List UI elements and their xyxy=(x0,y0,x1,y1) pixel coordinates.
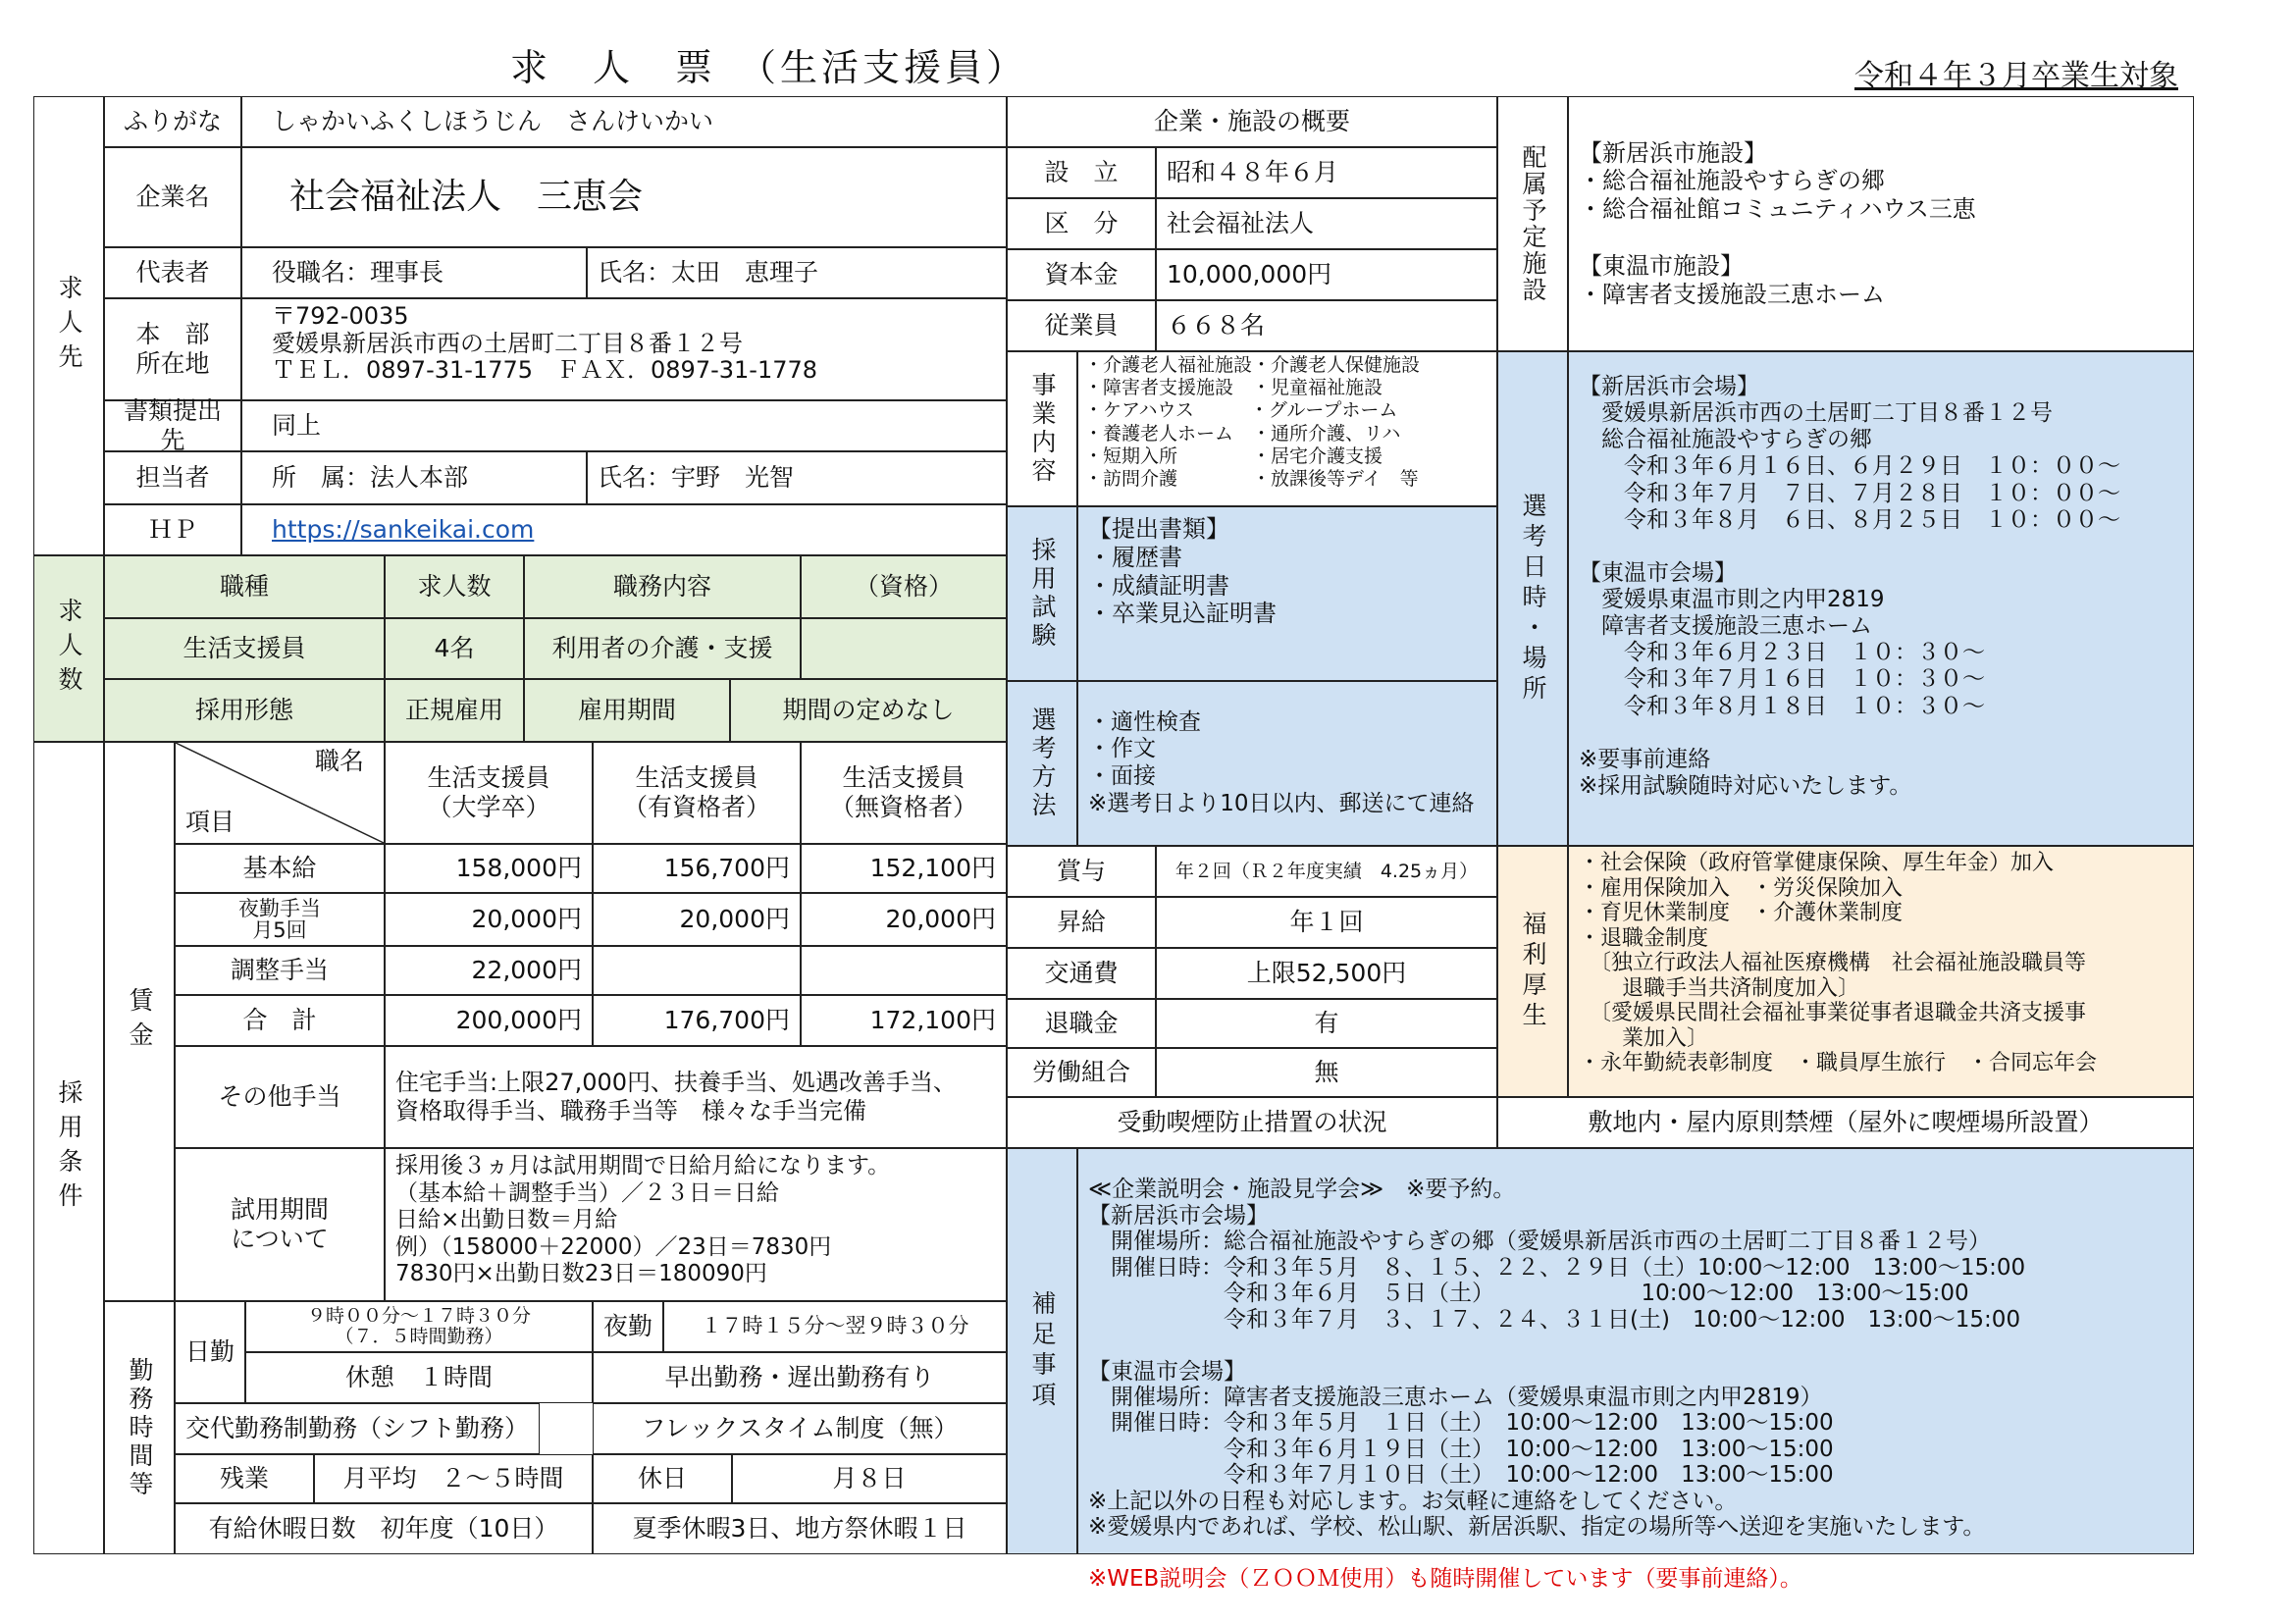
union-value: 無 xyxy=(1156,1048,1497,1097)
section-senko-hoho: 選考方法 xyxy=(1007,681,1077,846)
contact-dept: 所 属：法人本部 xyxy=(241,451,587,504)
section-senko-nichiji: 選考日時・場所 xyxy=(1497,351,1568,846)
rep-label: 代表者 xyxy=(104,247,241,298)
section-kinmu: 勤務時間等 xyxy=(104,1301,175,1554)
section-haizoku: 配属予定施設 xyxy=(1497,96,1568,351)
hosoku-body: ≪企業説明会・施設見学会≫ ※要予約。 【新居浜市会場】 開催場所：総合福祉施設やすらぎの郷（愛媛県新居浜市西の土居町二丁目８番１２号） 開催日時：令和３年５月 ８、１５、２２、２９日（土）10:00～12:00 13:00～15:00 令和３年６月 ５日（土） 10:00～12:00 13:00～15:00 令和３年７月 ３、１７、２４、３１日(土) 10:00～12:00 13:00～15:00 【東温市会場】 開催場所：障害者支援施設三恵ホーム（愛媛県東温市則之内甲2819） 開催日時：令和３年５月 １日（土） 10:00～12:00 13:00～15:00 令和３年６月１９日（土） 10:00～12:00 13:00～15:00 令和３年７月１０日（土） 10:00～12:00 13:00～15:00 ※上記以外の日程も対応します。お気軽に連絡をしてください。 ※愛媛県内であれば、学校、松山駅、新居浜駅、指定の場所等へ送迎を実施いたします。 xyxy=(1088,1177,2026,1541)
employees-value: ６６８名 xyxy=(1156,300,1497,351)
raise-value: 年１回 xyxy=(1156,897,1497,948)
docs-value: 同上 xyxy=(241,400,1007,451)
other-allowance-label: その他手当 xyxy=(175,1046,385,1148)
furigana-value: しゃかいふくしほうじん さんけいかい xyxy=(241,96,1007,147)
section-chingin: 賃金 xyxy=(104,742,175,1301)
rep-name: 氏名：太田 恵理子 xyxy=(587,247,1007,298)
header-kyujinsu: 求人数 xyxy=(385,555,524,618)
bonus-label: 賞与 xyxy=(1007,846,1156,897)
yakin-label: 夜勤 xyxy=(593,1301,663,1352)
kikan-value: 期間の定めなし xyxy=(730,679,1007,742)
wage-cell: 152,100円 xyxy=(801,844,1007,893)
header-naiyo: 職務内容 xyxy=(524,555,801,618)
wage-col-3: 生活支援員 （無資格者） xyxy=(801,742,1007,844)
hp-link[interactable]: https://sankeikai.com xyxy=(272,515,535,544)
section-kyujinsu: 求人数 xyxy=(33,555,104,742)
kikan-label: 雇用期間 xyxy=(524,679,730,742)
senko-nichiji-value: 【新居浜市会場】 愛媛県新居浜市西の土居町二丁目８番１２号 総合福祉施設やすらぎの郷 令和３年６月１６日、６月２９日 １０：００～ 令和３年７月 ７日、７月２８日 １０：００～ 令和３年８月 ６日、８月２５日 １０：００～ 【東温市会場】 愛媛県東温市則之内甲2819 障害者支援施設三恵ホーム 令和３年６月２３日 １０：３０～ 令和３年７月１６日 １０：３０～ 令和３年８月１８日 １０：３０～ ※要事前連絡 ※採用試験随時対応いたします。 xyxy=(1568,351,2194,846)
hq-address: 〒792-0035 愛媛県新居浜市西の土居町二丁目８番１２号 ＴＥＬ．0897-31-1775 ＦＡＸ．0897-31-1778 xyxy=(241,298,1007,400)
retire-value: 有 xyxy=(1156,999,1497,1048)
founded-value: 昭和４８年６月 xyxy=(1156,147,1497,198)
contact-label: 担当者 xyxy=(104,451,241,504)
smoke-label: 受動喫煙防止措置の状況 xyxy=(1007,1097,1497,1148)
wage-cell: 20,000円 xyxy=(385,893,593,946)
union-label: 労働組合 xyxy=(1007,1048,1156,1097)
founded-label: 設 立 xyxy=(1007,147,1156,198)
shikaku-value xyxy=(801,618,1007,679)
company-name-label: 企業名 xyxy=(104,147,241,247)
nikkin-label: 日勤 xyxy=(175,1301,245,1403)
header-shokushu: 職種 xyxy=(104,555,385,618)
contact-name: 氏名：宇野 光智 xyxy=(587,451,1007,504)
kotai-value: 交代勤務制勤務（シフト勤務） xyxy=(175,1403,540,1454)
section-jigyo: 事業内容 xyxy=(1007,351,1077,506)
wage-row-label: 基本給 xyxy=(175,844,385,893)
hp-cell xyxy=(241,504,1007,555)
kyujitsu-label: 休日 xyxy=(593,1454,732,1503)
docs-label: 書類提出先 xyxy=(104,400,241,451)
nikkin-time: ９時００分～１７時３０分 （７．５時間勤務） xyxy=(245,1301,593,1352)
flex-value: フレックスタイム制度（無） xyxy=(593,1403,1007,1454)
company-name-value: 社会福祉法人 三恵会 xyxy=(241,147,1007,247)
hp-label: ＨＰ xyxy=(104,504,241,555)
fukuri-value: ・社会保険（政府管掌健康保険、厚生年金）加入 ・雇用保険加入 ・労災保険加入 ・育児休業制度 ・介護休業制度 ・退職金制度 〔独立行政法人福祉医療機構 社会福祉施設職員等 退職手当共済制度加入〕 〔愛媛県民間社会福祉事業従事者退職金共済支援事 業加入〕 ・永年勤続表彰制度 ・職員厚生旅行 ・合同忘年会 xyxy=(1568,846,2194,1097)
wage-cell: 22,000円 xyxy=(385,946,593,995)
kaki-value: 夏季休暇3日、地方祭休暇１日 xyxy=(593,1503,1007,1554)
section-saiyo-shiken: 採用試験 xyxy=(1007,506,1077,681)
target-label: 令和４年３月卒業生対象 xyxy=(1854,59,2178,93)
wage-corner xyxy=(175,742,385,844)
yukyu-value: 有給休暇日数 初年度（10日） xyxy=(175,1503,593,1554)
section-fukuri: 福利厚生 xyxy=(1497,846,1568,1097)
kyujitsu-value: 月８日 xyxy=(732,1454,1007,1503)
section-kyujinsaki: 求人先 xyxy=(33,96,104,555)
wage-cell: 20,000円 xyxy=(593,893,801,946)
senko-hoho-value: ・適性検査 ・作文 ・面接 ※選考日より10日以内、郵送にて連絡 xyxy=(1077,681,1497,846)
capital-label: 資本金 xyxy=(1007,249,1156,300)
section-hosoku: 補足事項 xyxy=(1007,1148,1077,1554)
wage-cell: 156,700円 xyxy=(593,844,801,893)
wage-cell: 20,000円 xyxy=(801,893,1007,946)
overview-header: 企業・施設の概要 xyxy=(1007,96,1497,147)
retire-label: 退職金 xyxy=(1007,999,1156,1048)
naiyo-value: 利用者の介護・支援 xyxy=(524,618,801,679)
employees-label: 従業員 xyxy=(1007,300,1156,351)
business-value: ・介護老人福祉施設・介護老人保健施設 ・障害者支援施設 ・児童福祉施設 ・ケアハウス ・グループホーム ・養護老人ホーム ・通所介護、リハ ・短期入所 ・居宅介護支援 ・訪問介護 ・放課後等デイ 等 xyxy=(1077,351,1497,506)
saiyo-shiken-value: 【提出書類】 ・履歴書 ・成績証明書 ・卒業見込証明書 xyxy=(1077,506,1497,681)
yakin-time: １７時１５分～翌９時３０分 xyxy=(663,1301,1007,1352)
capital-value: 10,000,000円 xyxy=(1156,249,1497,300)
transport-value: 上限52,500円 xyxy=(1156,948,1497,999)
trial-value: 採用後３ヵ月は試用期間で日給月給になります。 （基本給＋調整手当）／２３日＝日給 日給×出勤日数＝月給 例）（158000＋22000）／23日＝7830円 7830円×出勤日数23日＝180090円 xyxy=(385,1148,1007,1301)
page-title: 求 人 票 （生活支援員） xyxy=(510,46,1028,89)
kyukei-value: 休憩 １時間 xyxy=(245,1352,593,1403)
other-allowance-value: 住宅手当:上限27,000円、扶養手当、処遇改善手当、 資格取得手当、職務手当等 様々な手当完備 xyxy=(385,1046,1007,1148)
shokushu-value: 生活支援員 xyxy=(104,618,385,679)
rep-title: 役職名：理事長 xyxy=(241,247,587,298)
keitai-value: 正規雇用 xyxy=(385,679,524,742)
zangyo-value: 月平均 ２～５時間 xyxy=(314,1454,593,1503)
keitai-label: 採用形態 xyxy=(104,679,385,742)
bonus-value: 年２回（Ｒ２年度実績 4.25ヵ月） xyxy=(1156,846,1497,897)
wage-row-label: 調整手当 xyxy=(175,946,385,995)
wage-cell: 172,100円 xyxy=(801,995,1007,1046)
transport-label: 交通費 xyxy=(1007,948,1156,999)
hq-label: 本 部 所在地 xyxy=(104,298,241,400)
hosoku-cell xyxy=(1077,1148,2194,1592)
wage-col-2: 生活支援員 （有資格者） xyxy=(593,742,801,844)
wage-row-label: 夜勤手当 月5回 xyxy=(175,893,385,946)
smoke-value: 敷地内・屋内原則禁煙（屋外に喫煙場所設置） xyxy=(1497,1097,2194,1148)
wage-row-label: 合 計 xyxy=(175,995,385,1046)
section-saiyo-joken: 採用条件 xyxy=(33,742,104,1554)
wage-col-1: 生活支援員 （大学卒） xyxy=(385,742,593,844)
corner-top-label: 職名 xyxy=(314,747,364,775)
kyujinsu-value: 4名 xyxy=(385,618,524,679)
wage-cell: 200,000円 xyxy=(385,995,593,1046)
type-label: 区 分 xyxy=(1007,198,1156,249)
wage-cell: 176,700円 xyxy=(593,995,801,1046)
type-value: 社会福祉法人 xyxy=(1156,198,1497,249)
furigana-label: ふりがな xyxy=(104,96,241,147)
hayade-value: 早出勤務・遅出勤務有り xyxy=(593,1352,1007,1403)
haizoku-value: 【新居浜市施設】 ・総合福祉施設やすらぎの郷 ・総合福祉館コミュニティハウス三恵 【東温市施設】 ・障害者支援施設三恵ホーム xyxy=(1568,96,2194,351)
hosoku-red-note: ※WEB説明会（ＺＯＯＭ使用）も随時開催しています（要事前連絡）。 xyxy=(1088,1566,1802,1592)
raise-label: 昇給 xyxy=(1007,897,1156,948)
wage-cell xyxy=(593,946,801,995)
zangyo-label: 残業 xyxy=(175,1454,314,1503)
header-shikaku: （資格） xyxy=(801,555,1007,618)
corner-bottom-label: 項目 xyxy=(185,808,235,836)
wage-cell: 158,000円 xyxy=(385,844,593,893)
wage-cell xyxy=(801,946,1007,995)
trial-label: 試用期間 について xyxy=(175,1148,385,1301)
